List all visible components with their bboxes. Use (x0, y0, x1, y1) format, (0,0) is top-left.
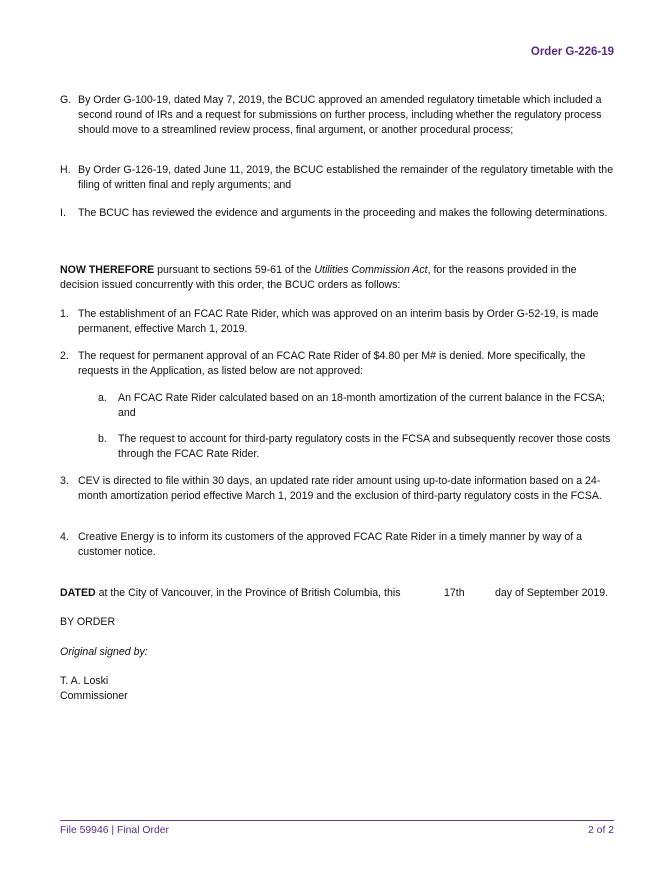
order-label: 1. (60, 308, 69, 320)
act-name: Utilities Commission Act (314, 264, 428, 276)
dated-month-year: day of September 2019. (495, 587, 609, 599)
order-text: The establishment of an FCAC Rate Rider, which was approved on an interim basis by Order G-52-19, is made permanent, effective March 1, 2019. (78, 308, 599, 335)
sub-item-label: b. (98, 433, 107, 445)
sub-item-text: An FCAC Rate Rider calculated based on an 18-month amortization of the current balance in the FCSA; and (118, 392, 605, 419)
dated-heading: DATED (60, 587, 96, 599)
dated-day: 17th (444, 587, 465, 599)
order-text: Creative Energy is to inform its customers of the approved FCAC Rate Rider in a timely manner by way of a customer notice. (78, 531, 582, 558)
recital-text: By Order G-126-19, dated June 11, 2019, the BCUC established the remainder of the regulatory timetable with the filing of written final and reply arguments; and (78, 164, 614, 191)
dated-line (60, 586, 615, 601)
footer-file-info: File 59946 | Final Order (60, 825, 169, 836)
now-therefore-paragraph (60, 263, 615, 293)
dated-text: at the City of Vancouver, in the Province of British Columbia, this (95, 587, 401, 599)
signatory-name: T. A. Loski (60, 675, 109, 687)
now-therefore-text-1: pursuant to sections 59-61 of the (154, 264, 315, 276)
recital-h (60, 163, 615, 193)
order-item-2 (60, 349, 615, 379)
order-label: 3. (60, 475, 69, 487)
sub-item-label: a. (98, 392, 107, 404)
sub-item-text: The request to account for third-party regulatory costs in the FCSA and subsequently recover those costs through the FCAC Rate Rider. (118, 433, 611, 460)
order-text: The request for permanent approval of an FCAC Rate Rider of $4.80 per M# is denied. More specifically, the requests in the Application, as listed below are not approved: (78, 350, 586, 377)
recital-g (60, 93, 615, 138)
recital-label: H. (60, 164, 71, 176)
recital-text: The BCUC has reviewed the evidence and arguments in the proceeding and makes the following determinations. (78, 207, 608, 219)
order-item-1 (60, 307, 615, 337)
now-therefore-heading: NOW THEREFORE (60, 264, 155, 276)
sub-item-a (98, 391, 615, 421)
recital-i (60, 206, 615, 221)
signature-note-text: Original signed by: (60, 646, 148, 658)
order-label: 2. (60, 350, 69, 362)
recital-text: By Order G-100-19, dated May 7, 2019, the BCUC approved an amended regulatory timetable which included a second round of IRs and a request for submissions on further process, including whether the regulatory process should move to a streamlined review process, final argument, or another procedural process; (78, 94, 602, 136)
signature-note (60, 645, 615, 660)
footer-divider (60, 820, 614, 821)
footer-page-number: 2 of 2 (588, 825, 614, 836)
now-therefore-text-2: , for the reasons provided in the decision issued concurrently with this order, the BCUC orders as follows: (60, 264, 577, 291)
order-label: 4. (60, 531, 69, 543)
order-item-4 (60, 530, 615, 560)
signatory-title: Commissioner (60, 690, 128, 702)
order-item-3 (60, 474, 615, 504)
recital-label: G. (60, 94, 72, 106)
sub-item-b (98, 432, 615, 462)
by-order: BY ORDER (60, 616, 116, 628)
recital-label: I. (60, 207, 66, 219)
order-reference: Order G-226-19 (530, 46, 614, 58)
order-text: CEV is directed to file within 30 days, an updated rate rider amount using up-to-date information based on a 24-month amortization period effective March 1, 2019 and the exclusion of third-party regulatory costs in the FCSA. (78, 475, 602, 502)
